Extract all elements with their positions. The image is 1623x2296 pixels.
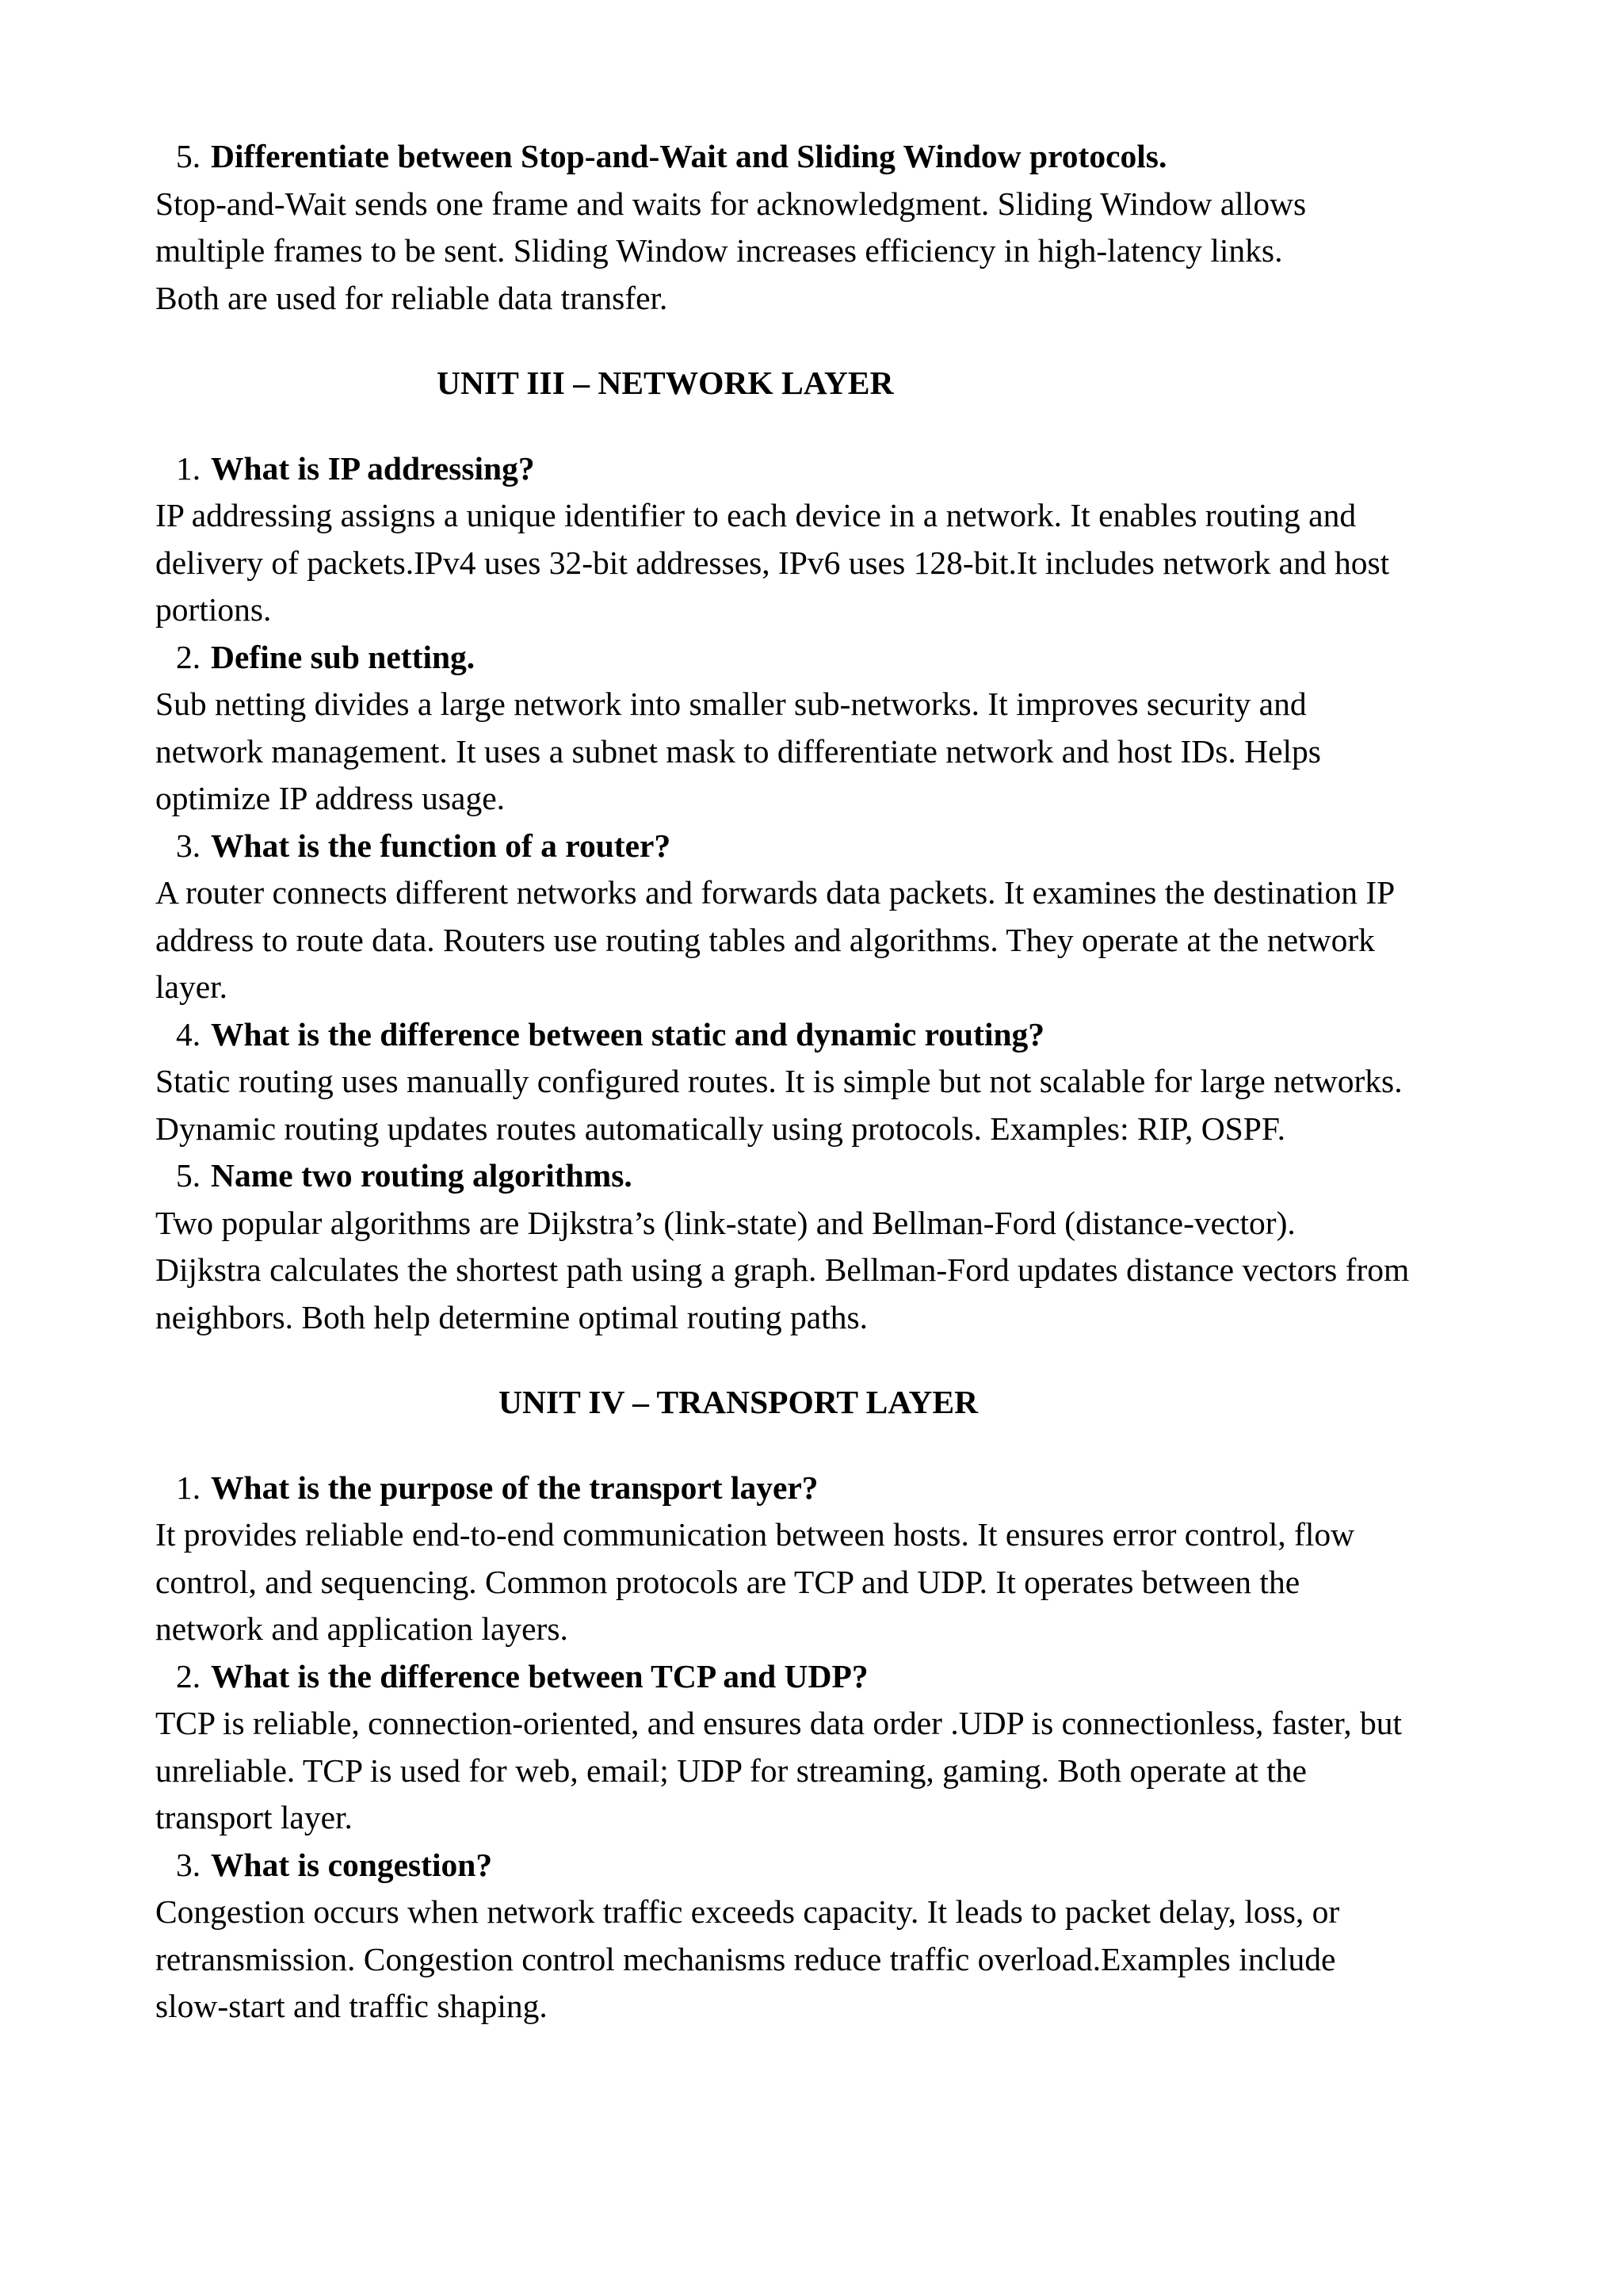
answer-paragraph bbox=[155, 181, 1542, 323]
answer-line: TCP is reliable, connection-oriented, and ensures data order .UDP is connectionless, faster, but bbox=[155, 1705, 1402, 1741]
question-number: 4. bbox=[176, 1015, 201, 1052]
question-text: What is the difference between static and dynamic routing? bbox=[211, 1015, 1045, 1052]
question-number: 3. bbox=[176, 1846, 201, 1883]
answer-paragraph bbox=[155, 1511, 1542, 1653]
unit-heading: UNIT IV – TRANSPORT LAYER bbox=[498, 1384, 979, 1420]
question-number: 1. bbox=[176, 1469, 201, 1506]
answer-line: Both are used for reliable data transfer. bbox=[155, 279, 668, 316]
answer-paragraph bbox=[155, 1700, 1542, 1842]
answer-line: It provides reliable end-to-end communication between hosts. It ensures error control, flow bbox=[155, 1516, 1355, 1553]
answer-paragraph bbox=[155, 681, 1542, 823]
question-item bbox=[155, 1152, 1542, 1200]
answer-line: Two popular algorithms are Dijkstra’s (link-state) and Bellman-Ford (distance-vector). bbox=[155, 1204, 1296, 1241]
answer-line: multiple frames to be sent. Sliding Window increases efficiency in high-latency links. bbox=[155, 232, 1283, 269]
question-item bbox=[155, 133, 1542, 181]
answer-line: Dijkstra calculates the shortest path using a graph. Bellman-Ford updates distance vectors from bbox=[155, 1251, 1410, 1288]
answer-paragraph bbox=[155, 1058, 1542, 1152]
answer-paragraph bbox=[155, 869, 1542, 1011]
question-number: 2. bbox=[176, 638, 201, 675]
question-number: 1. bbox=[176, 449, 201, 487]
answer-line: optimize IP address usage. bbox=[155, 780, 506, 816]
question-text: Differentiate between Stop-and-Wait and Sliding Window protocols. bbox=[211, 138, 1167, 174]
answer-line: control, and sequencing. Common protocols are TCP and UDP. It operates between the bbox=[155, 1563, 1300, 1600]
answer-line: A router connects different networks and forwards data packets. It examines the destination IP bbox=[155, 874, 1396, 911]
question-text: Name two routing algorithms. bbox=[211, 1157, 632, 1194]
question-item bbox=[155, 1465, 1542, 1512]
question-item bbox=[155, 445, 1542, 493]
question-text: Define sub netting. bbox=[211, 638, 475, 675]
question-text: What is congestion? bbox=[211, 1846, 493, 1883]
answer-paragraph bbox=[155, 1889, 1542, 2030]
unit-heading: UNIT III – NETWORK LAYER bbox=[437, 365, 894, 401]
answer-line: portions. bbox=[155, 591, 272, 628]
answer-line: delivery of packets.IPv4 uses 32-bit addresses, IPv6 uses 128-bit.It includes network and host bbox=[155, 544, 1390, 581]
question-item bbox=[155, 823, 1542, 870]
question-text: What is IP addressing? bbox=[211, 449, 535, 487]
answer-line: Stop-and-Wait sends one frame and waits for acknowledgment. Sliding Window allows bbox=[155, 185, 1307, 222]
question-number: 3. bbox=[176, 827, 201, 864]
question-number: 2. bbox=[176, 1657, 201, 1694]
question-item bbox=[155, 1653, 1542, 1701]
question-number: 5. bbox=[176, 138, 201, 174]
answer-line: unreliable. TCP is used for web, email; UDP for streaming, gaming. Both operate at the bbox=[155, 1752, 1307, 1789]
answer-line: address to route data. Routers use routing tables and algorithms. They operate at the network bbox=[155, 921, 1375, 958]
answer-line: Congestion occurs when network traffic exceeds capacity. It leads to packet delay, loss, or bbox=[155, 1893, 1340, 1930]
answer-line: Dynamic routing updates routes automatically using protocols. Examples: RIP, OSPF. bbox=[155, 1110, 1285, 1147]
answer-line: layer. bbox=[155, 968, 228, 1005]
answer-line: slow-start and traffic shaping. bbox=[155, 1988, 548, 2024]
answer-line: retransmission. Congestion control mechanisms reduce traffic overload.Examples include bbox=[155, 1940, 1336, 1977]
answer-line: IP addressing assigns a unique identifier to each device in a network. It enables routing and bbox=[155, 497, 1357, 533]
answer-line: network management. It uses a subnet mask to differentiate network and host IDs. Helps bbox=[155, 732, 1321, 770]
question-number: 5. bbox=[176, 1157, 201, 1194]
answer-paragraph bbox=[155, 1200, 1542, 1342]
question-item bbox=[155, 1011, 1542, 1059]
answer-line: Sub netting divides a large network into smaller sub-networks. It improves security and bbox=[155, 686, 1307, 722]
question-item bbox=[155, 634, 1542, 682]
question-text: What is the function of a router? bbox=[211, 827, 671, 864]
answer-line: Static routing uses manually configured routes. It is simple but not scalable for large networks. bbox=[155, 1063, 1403, 1099]
answer-line: network and application layers. bbox=[155, 1610, 568, 1647]
answer-line: transport layer. bbox=[155, 1799, 353, 1836]
document-page bbox=[155, 133, 1542, 2030]
question-text: What is the difference between TCP and UDP? bbox=[211, 1657, 869, 1694]
answer-paragraph bbox=[155, 492, 1542, 634]
answer-line: neighbors. Both help determine optimal routing paths. bbox=[155, 1298, 869, 1335]
question-text: What is the purpose of the transport layer? bbox=[211, 1469, 819, 1506]
question-item bbox=[155, 1842, 1542, 1889]
